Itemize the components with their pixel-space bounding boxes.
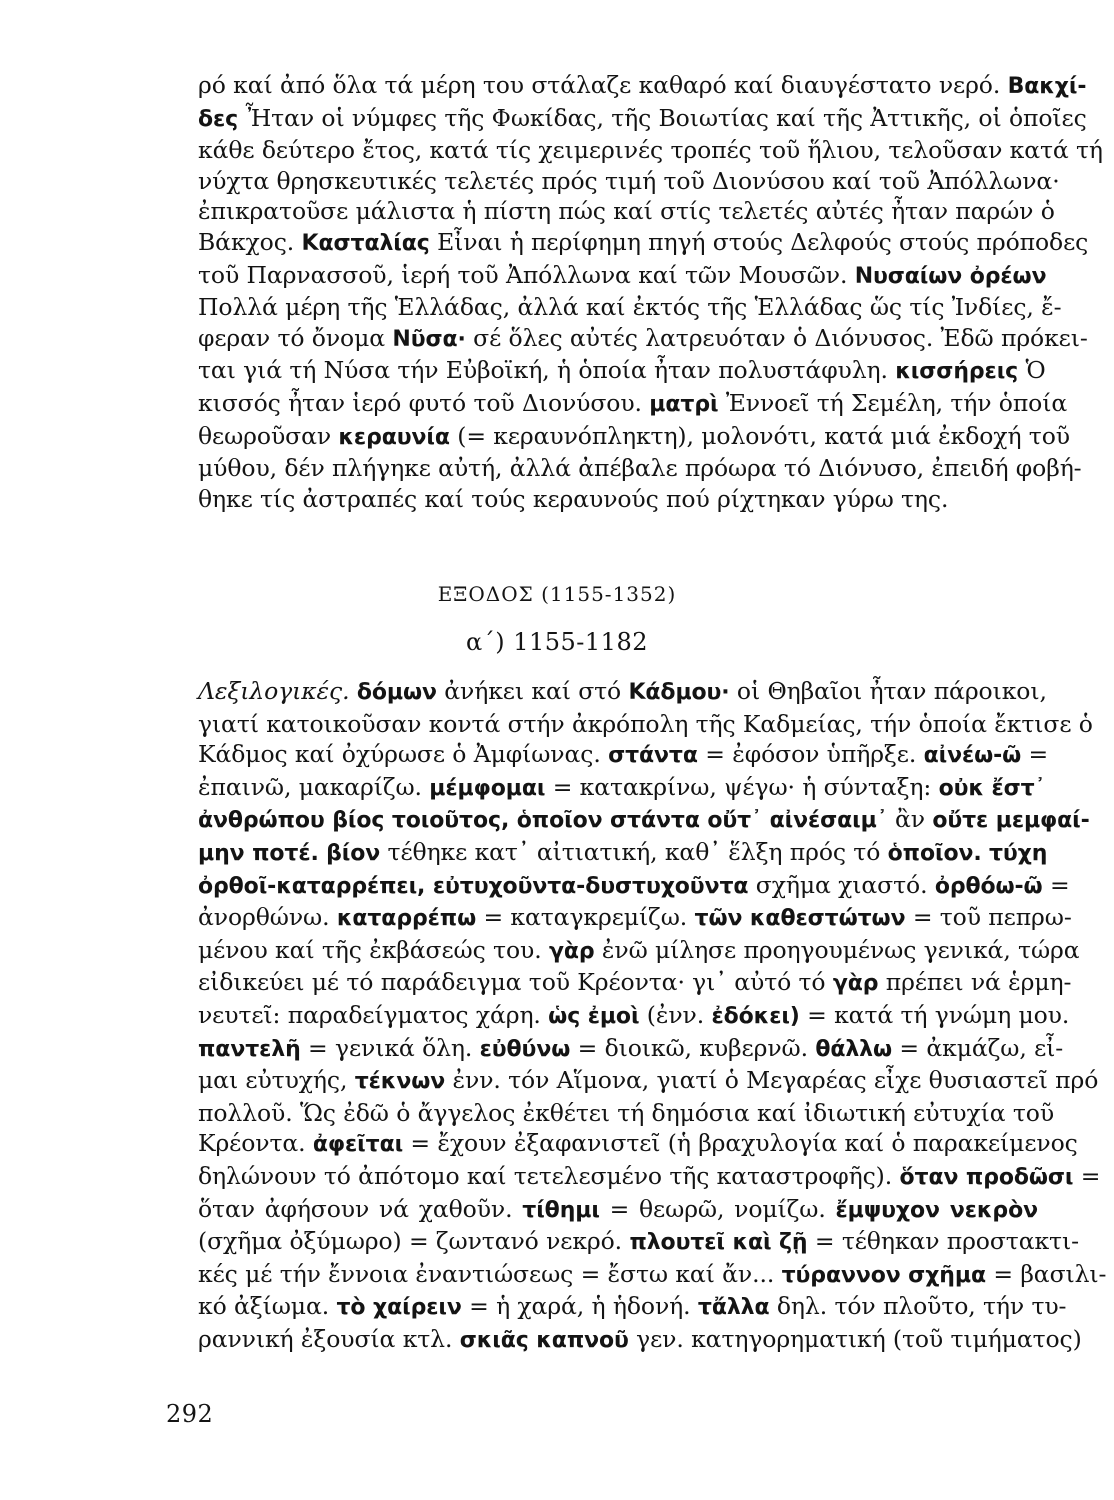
bold-term: Βακχί- bbox=[1007, 74, 1087, 99]
text-line bbox=[198, 1098, 1055, 1129]
bold-term: κεραυνία bbox=[338, 424, 450, 450]
text-run: = ἀκμάζω, εἶ- bbox=[892, 1033, 1064, 1062]
bold-term: δόμων bbox=[356, 680, 437, 705]
text-line bbox=[198, 166, 1060, 197]
text-run: ρό καί ἀπό ὅλα τά μέρη του στάλαζε καθαρό καί διαυγέστατο νερό. bbox=[198, 71, 1008, 99]
bold-term: γὰρ bbox=[832, 971, 879, 997]
bold-term: τέκνων bbox=[354, 1069, 446, 1095]
text-run: = κατά τή γνώμη μου. bbox=[799, 1000, 1070, 1029]
text-run: κισσός ἦταν ἱερό φυτό τοῦ Διονύσου. bbox=[198, 388, 650, 417]
text-run: θεωροῦσαν bbox=[198, 421, 339, 450]
text-run: εἰδικεύει μέ τό παράδειγμα τοῦ Κρέοντα· γι᾽ αὐτό τό bbox=[198, 968, 833, 997]
bold-term: μην ποτέ. bbox=[198, 840, 319, 866]
text-run: πολλοῦ. Ὥς ἐδῶ ὁ ἄγγελος ἐκθέτει τή δημόσια καί ἰδιωτική εὐτυχία τοῦ bbox=[198, 1098, 1055, 1127]
text-line bbox=[198, 421, 1070, 454]
text-run bbox=[350, 677, 357, 705]
text-line bbox=[198, 1324, 1082, 1357]
text-run: τέθηκε κατ᾽ αἰτιατική, καθ᾽ ἕλξη πρός τό bbox=[380, 837, 888, 866]
text-line bbox=[198, 227, 1089, 260]
bold-term: τῶν καθεστώτων bbox=[694, 906, 906, 932]
text-line bbox=[198, 676, 1047, 709]
text-run: ται γιά τή Νύσα τήν Εὐβοϊκή, ἡ ὁποία ἦταν πολυστάφυλη. bbox=[198, 356, 896, 385]
text-line bbox=[198, 260, 1047, 293]
page-number: 292 bbox=[166, 1400, 214, 1428]
bold-term: ὁποῖον. bbox=[887, 840, 982, 866]
bold-term: ὡς ἐμοὶ bbox=[548, 1003, 640, 1029]
text-run: οἱ Θηβαῖοι ἦταν πάροικοι, bbox=[729, 677, 1047, 705]
text-run: φεραν τό ὄνομα bbox=[198, 323, 393, 352]
text-line bbox=[198, 1000, 1070, 1033]
text-run: = διοικῶ, κυβερνῶ. bbox=[570, 1033, 816, 1062]
bold-term: σκιᾶς καπνοῦ bbox=[459, 1327, 629, 1353]
text-run: σχῆμα χιαστό. bbox=[748, 870, 935, 899]
bold-term: Κασταλίας bbox=[301, 230, 430, 256]
bold-term: ὀρθόω-ῶ bbox=[934, 873, 1043, 899]
text-run: = ἡ χαρά, ἡ ἡδονή. bbox=[461, 1292, 698, 1321]
bold-term: ἔμψυχον νεκρὸν bbox=[835, 1197, 1038, 1223]
bold-term: καταρρέπω bbox=[336, 906, 477, 932]
text-line bbox=[198, 70, 1087, 103]
bold-term: αἰνέω-ῶ bbox=[923, 743, 1022, 769]
text-run: μένου καί τῆς ἐκβάσεώς του. bbox=[198, 935, 549, 964]
bold-term: εὐθύνω bbox=[479, 1036, 571, 1062]
text-line bbox=[198, 1033, 1064, 1066]
text-line bbox=[198, 453, 1082, 484]
bold-term: Κάδμου· bbox=[628, 680, 730, 705]
italic-heading: Λεξιλογικές. bbox=[198, 677, 350, 705]
bold-term: οὔτε μεμφαί- bbox=[932, 808, 1090, 834]
text-run: = bbox=[1042, 870, 1070, 899]
text-run: = θεωρῶ, νομίζω. bbox=[599, 1194, 836, 1223]
paragraph-glossary-continued bbox=[198, 70, 1103, 514]
bold-term: τὸ χαίρειν bbox=[336, 1295, 462, 1321]
text-line bbox=[198, 1161, 1101, 1194]
text-run: = γενικά ὅλη. bbox=[300, 1033, 480, 1062]
text-run: κό ἀξίωμα. bbox=[198, 1292, 337, 1321]
text-run: ἐπαινῶ, μακαρίζω. bbox=[198, 772, 430, 801]
text-run: κές μέ τήν ἔννοια ἐναντιώσεως = ἔστω καί ἄν... bbox=[198, 1259, 782, 1288]
text-run: Πολλά μέρη τῆς Ἑλλάδας, ἀλλά καί ἐκτός τῆς Ἑλλάδας ὥς τίς Ἰνδίες, ἔ- bbox=[198, 293, 1062, 322]
text-run: ἐνῶ μίλησε προηγουμένως γενικά, τώρα bbox=[594, 935, 1080, 964]
text-run: = κατακρίνω, ψέγω· ἡ σύνταξη: bbox=[545, 772, 939, 801]
text-line bbox=[198, 103, 1087, 136]
text-line bbox=[198, 388, 1068, 421]
text-run: (= κεραυνόπληκτη), μολονότι, κατά μιά ἐκδοχή τοῦ bbox=[449, 421, 1070, 450]
text-run: νύχτα θρησκευτικές τελετές πρός τιμή τοῦ Διονύσου καί τοῦ Ἀπόλλωνα· bbox=[198, 166, 1060, 195]
bold-term: ἀνθρώπου βίος τοιοῦτος, ὁποῖον στάντα οὔτ᾽ αἰνέσαιμ᾽ bbox=[198, 808, 888, 834]
text-run: ραννική ἐξουσία κτλ. bbox=[198, 1324, 460, 1353]
text-line bbox=[198, 355, 1044, 388]
text-run: Ἐννοεῖ τή Σεμέλη, τήν ὁποία bbox=[718, 388, 1068, 417]
text-run: (ἐνν. bbox=[639, 1000, 712, 1029]
text-run: μύθου, δέν πλήγηκε αὐτή, ἀλλά ἀπέβαλε πρόωρα τό Διόνυσο, ἐπειδή φοβή- bbox=[198, 454, 1082, 483]
bold-term: στάντα bbox=[608, 743, 698, 769]
text-run: νευτεῖ: παραδείγματος χάρη. bbox=[198, 1000, 549, 1029]
text-line bbox=[198, 1194, 1038, 1227]
bold-term: ὀρθοῖ-καταρρέπει, εὐτυχοῦντα-δυστυχοῦντα bbox=[198, 873, 749, 899]
text-run: ἀνήκει καί στό bbox=[436, 677, 629, 705]
bold-term: ματρὶ bbox=[649, 391, 719, 417]
text-run: Κάδμος καί ὀχύρωσε ὁ Ἀμφίωνας. bbox=[198, 740, 609, 769]
text-line bbox=[198, 135, 1103, 166]
text-line bbox=[198, 870, 1070, 903]
text-run: σέ ὅλες αὐτές λατρευόταν ὁ Διόνυσος. Ἐδῶ πρόκει- bbox=[465, 323, 1088, 352]
bold-term: τίθημι bbox=[522, 1197, 600, 1223]
text-run: = βασιλι- bbox=[985, 1259, 1107, 1288]
text-run: Ἦταν οἱ νύμφες τῆς Φωκίδας, τῆς Βοιωτίας καί τῆς Ἀττικῆς, οἱ ὁποῖες bbox=[238, 103, 1087, 132]
bold-term: ὅταν προδῶσι bbox=[899, 1164, 1074, 1190]
text-line bbox=[198, 292, 1062, 323]
bold-term: ἐδόκει) bbox=[711, 1003, 800, 1029]
bold-term: ἀφεῖται bbox=[312, 1132, 404, 1158]
text-run: = καταγκρεμίζω. bbox=[476, 903, 695, 932]
text-line bbox=[198, 967, 1072, 1000]
text-run: = ἐφόσον ὑπῆρξε. bbox=[697, 740, 924, 769]
text-run: = bbox=[1073, 1161, 1101, 1190]
text-line bbox=[198, 323, 1088, 356]
text-line bbox=[198, 772, 1046, 805]
text-run: γιατί κατοικοῦσαν κοντά στήν ἀκρόπολη τῆς Καδμείας, τήν ὁποία ἔκτισε ὁ bbox=[198, 709, 1093, 738]
bold-term: πλουτεῖ καὶ ζῇ bbox=[629, 1230, 808, 1256]
text-line bbox=[198, 935, 1080, 968]
text-run: Ὁ bbox=[1018, 356, 1046, 385]
text-line bbox=[198, 739, 1049, 772]
text-run: δηλώνουν τό ἀπότομο καί τετελεσμένο τῆς καταστροφῆς). bbox=[198, 1161, 900, 1190]
bold-term: οὐκ ἔστ᾽ bbox=[938, 775, 1046, 801]
bold-term: παντελῆ bbox=[198, 1036, 301, 1062]
bold-term: θάλλω bbox=[815, 1036, 893, 1062]
text-run: θηκε τίς ἀστραπές καί τούς κεραυνούς πού ρίχτηκαν γύρω της. bbox=[198, 484, 949, 513]
bold-term: δες bbox=[198, 106, 239, 132]
text-run: πρέπει νά ἑρμη- bbox=[878, 968, 1072, 997]
text-line bbox=[198, 804, 1090, 837]
text-run: Εἶναι ἡ περίφημη πηγή στούς Δελφούς στούς πρόποδες bbox=[429, 227, 1089, 256]
text-run: δηλ. τόν πλοῦτο, τήν τυ- bbox=[769, 1292, 1067, 1321]
text-run: = ἔχουν ἐξαφανιστεῖ (ἡ βραχυλογία καί ὁ παρακείμενος bbox=[403, 1129, 1078, 1158]
text-line bbox=[198, 902, 1072, 935]
text-line bbox=[198, 837, 1048, 870]
text-line bbox=[198, 1226, 1079, 1259]
text-run: ἀνορθώνω. bbox=[198, 903, 337, 932]
text-run: ὅταν ἀφήσουν νά χαθοῦν. bbox=[198, 1194, 523, 1223]
text-run: ἐπικρατοῦσε μάλιστα ἡ πίστη πώς καί στίς τελετές αὐτές ἦταν παρών ὁ bbox=[198, 197, 1055, 226]
text-run bbox=[982, 838, 989, 866]
bold-term: γὰρ bbox=[548, 938, 595, 964]
bold-term: κισσήρεις bbox=[895, 359, 1019, 385]
bold-term: Νυσαίων ὀρέων bbox=[854, 263, 1047, 289]
text-run: = bbox=[1021, 740, 1049, 769]
paragraph-vocabulary-notes bbox=[198, 676, 1107, 1356]
bold-term: τύραννον σχῆμα bbox=[781, 1262, 986, 1288]
text-run: τοῦ Παρνασσοῦ, ἱερή τοῦ Ἀπόλλωνα καί τῶν Μουσῶν. bbox=[198, 260, 855, 289]
text-run: ἂν bbox=[887, 805, 933, 834]
text-line bbox=[198, 1065, 1099, 1098]
text-line bbox=[198, 1259, 1107, 1292]
text-line bbox=[198, 1128, 1078, 1161]
subsection-title: α΄) 1155-1182 bbox=[466, 628, 648, 656]
bold-term: βίον bbox=[326, 840, 381, 866]
text-run: μαι εὐτυχής, bbox=[198, 1066, 355, 1095]
text-run: κάθε δεύτερο ἔτος, κατά τίς χειμερινές τροπές τοῦ ἥλιου, τελοῦσαν κατά τή bbox=[198, 136, 1103, 165]
text-line bbox=[198, 1291, 1067, 1324]
text-run: Βάκχος. bbox=[198, 227, 302, 256]
text-line bbox=[198, 196, 1055, 227]
bold-term: Νῦσα· bbox=[392, 326, 466, 352]
bold-term: τύχη bbox=[988, 840, 1048, 866]
text-run: Κρέοντα. bbox=[198, 1129, 313, 1158]
bold-term: τἄλλα bbox=[697, 1295, 770, 1321]
bold-term: μέμφομαι bbox=[429, 775, 546, 801]
text-line bbox=[198, 484, 1044, 515]
text-run: (σχῆμα ὀξύμωρο) = ζωντανό νεκρό. bbox=[198, 1227, 630, 1256]
text-run: = τέθηκαν προστακτι- bbox=[807, 1227, 1079, 1256]
text-run: ἐνν. τόν Αἵμονα, γιατί ὁ Μεγαρέας εἶχε θυσιαστεῖ πρό bbox=[445, 1066, 1099, 1095]
text-run: = τοῦ πεπρω- bbox=[905, 903, 1072, 932]
text-run: γεν. κατηγορηματική (τοῦ τιμήματος) bbox=[628, 1324, 1082, 1353]
section-title: ΕΞΟΔΟΣ (1155-1352) bbox=[437, 582, 677, 606]
text-line bbox=[198, 709, 1093, 740]
